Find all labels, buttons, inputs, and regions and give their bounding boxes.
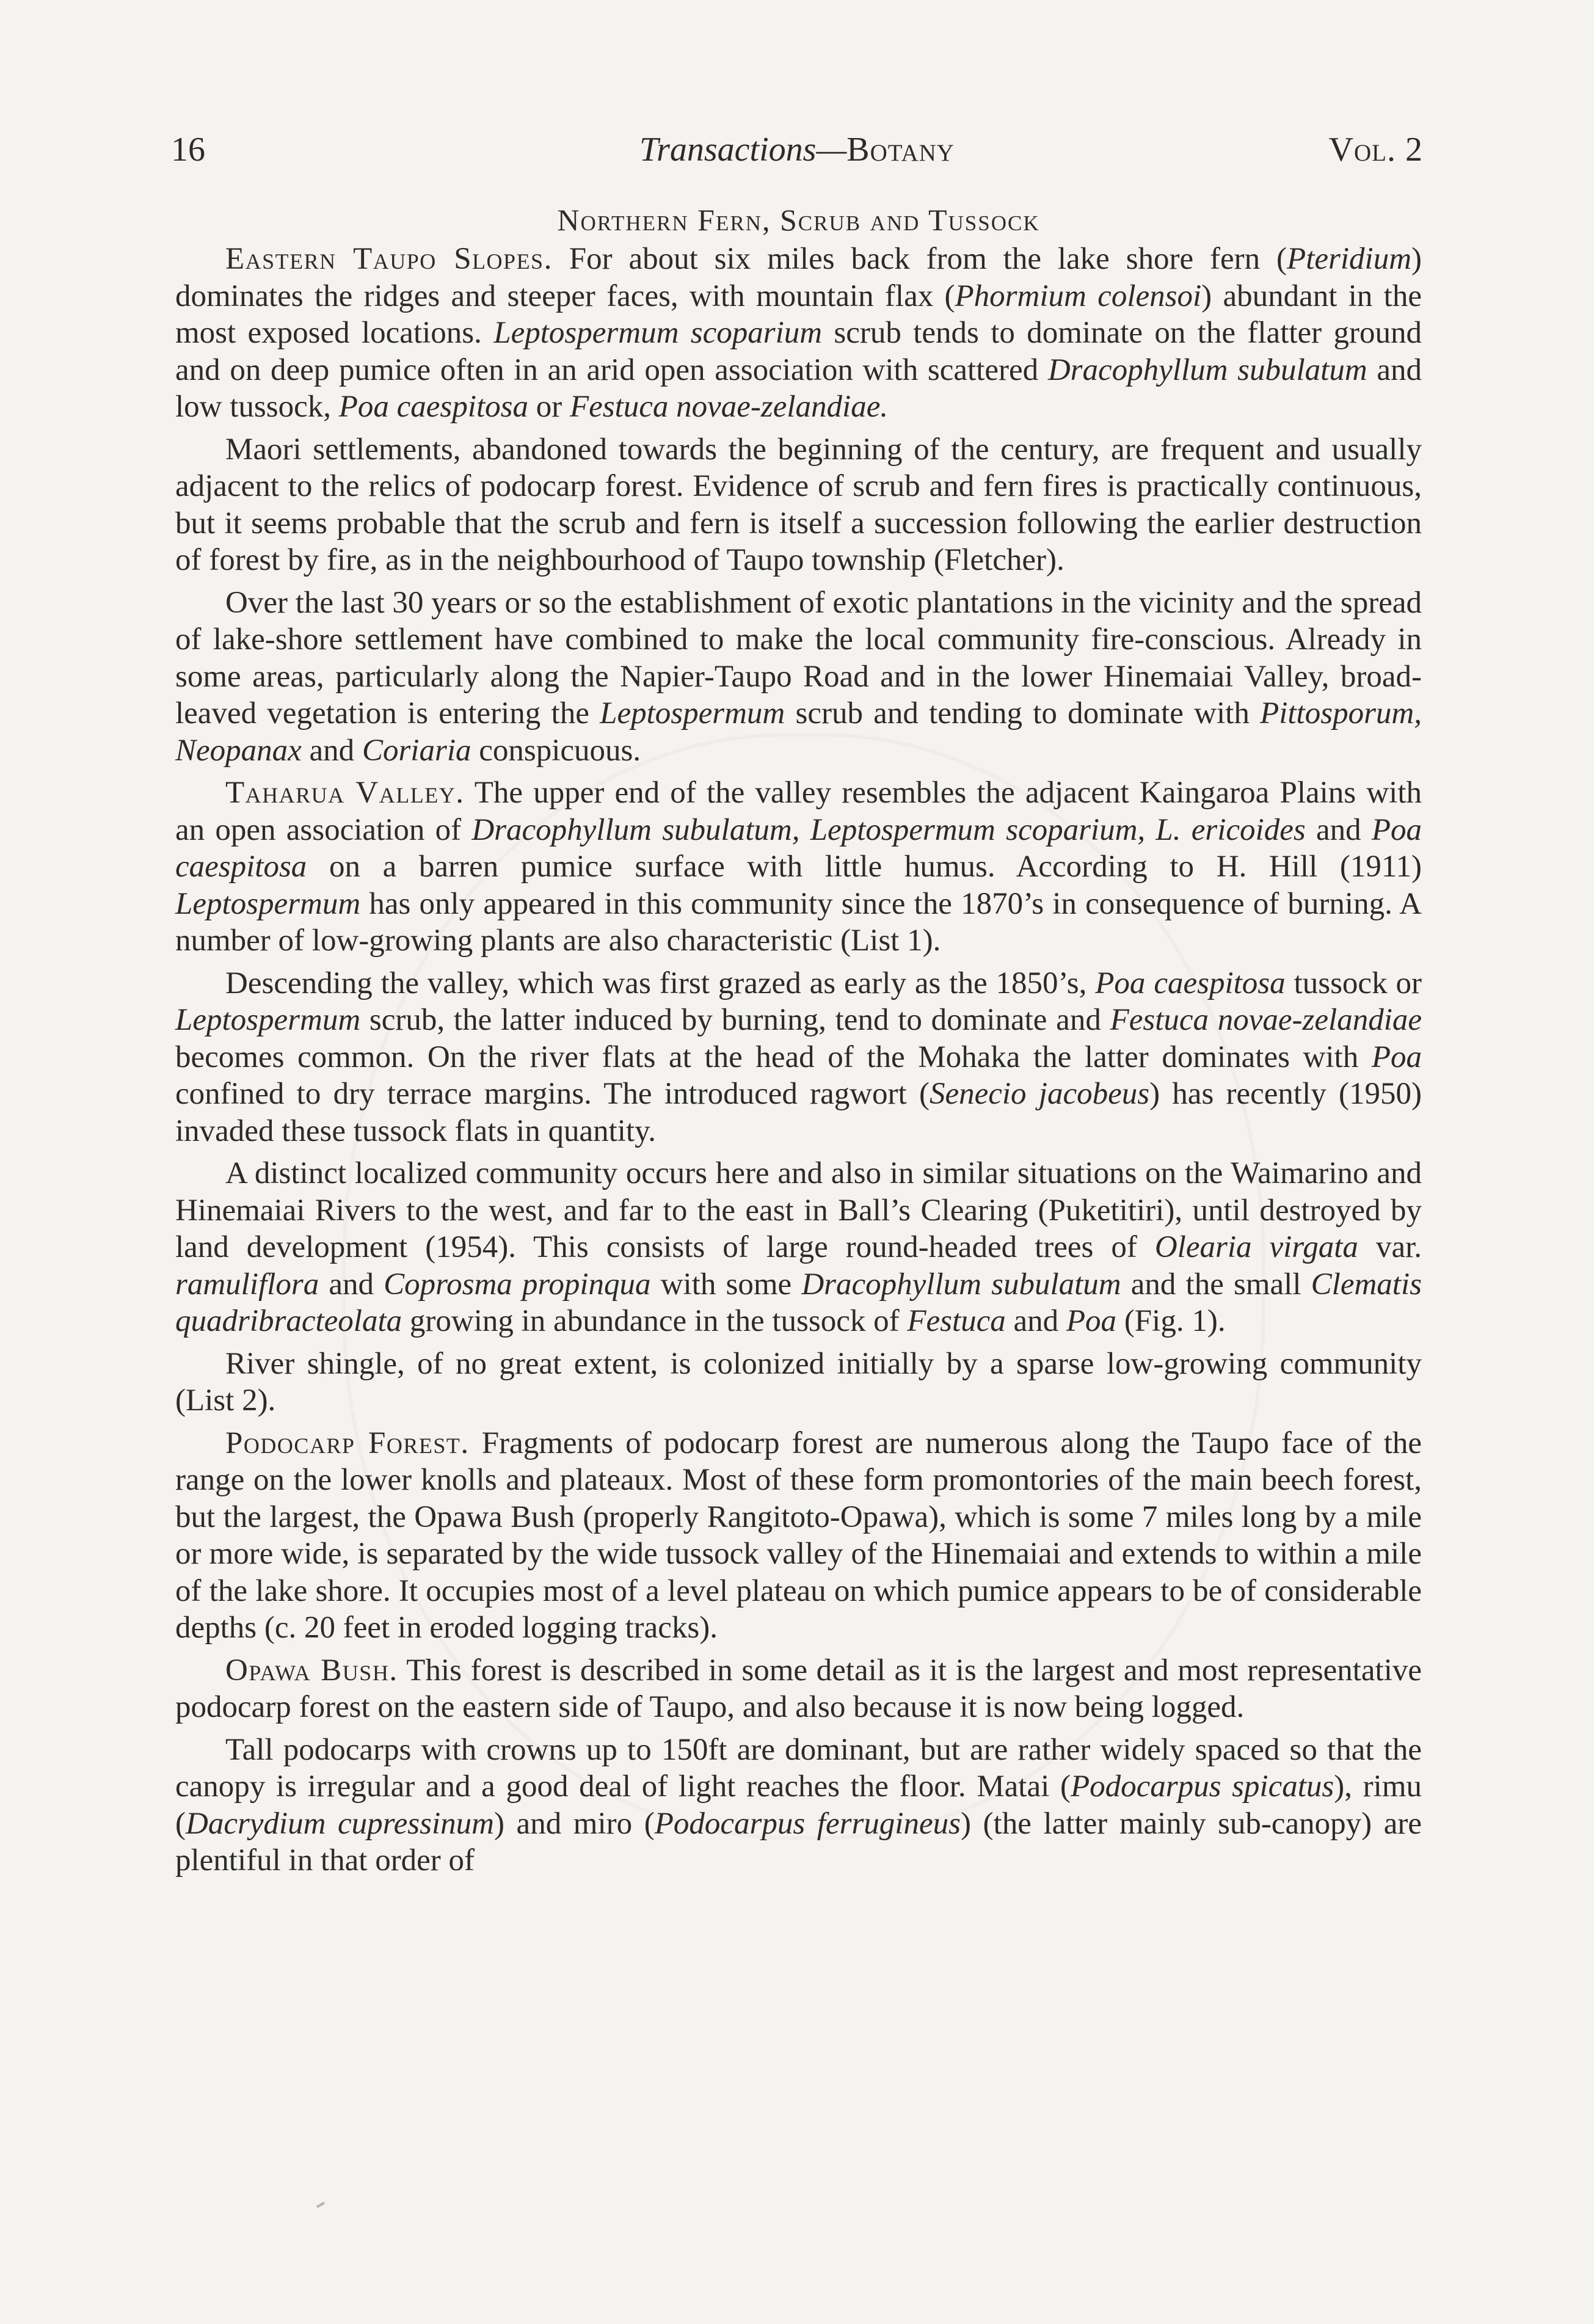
running-title-subject: Botany xyxy=(846,131,955,169)
paragraph xyxy=(175,241,1422,426)
species-name: Podocarpus spicatus xyxy=(1070,1769,1334,1804)
section-title: Northern Fern, Scrub and Tussock xyxy=(557,203,1040,237)
text-run: For about six miles back from the lake shore fern ( xyxy=(552,242,1287,276)
text-run: with some xyxy=(650,1267,802,1302)
species-name: Leptospermum scoparium xyxy=(493,316,823,350)
subsection-heading: Opawa Bush. xyxy=(225,1653,398,1688)
species-name: Dracophyllum subulatum, Leptospermum scoparium, L. ericoides xyxy=(471,812,1306,847)
species-name: Poa xyxy=(1066,1304,1117,1338)
paragraph xyxy=(175,1155,1422,1340)
species-name: Pteridium xyxy=(1287,242,1412,276)
text-run: ) and miro ( xyxy=(493,1806,655,1841)
text-run: scrub and tending to dominate with xyxy=(785,696,1261,730)
text-run: ) has recently (1950) invaded these tussock flats in quantity. xyxy=(175,1077,1422,1148)
paragraph xyxy=(175,585,1422,770)
species-name: Podocarpus ferrugineus xyxy=(654,1806,961,1841)
species-name: Dracophyllum subulatum xyxy=(1047,352,1367,387)
text-run: ) (the latter mainly sub-canopy) are plentiful in that order of xyxy=(175,1806,1422,1878)
species-name: Clematis quadribracteolata xyxy=(175,1267,1422,1338)
text-run: ) dominates the ridges and steeper faces, with mountain flax ( xyxy=(175,242,1422,313)
species-name: Pittosporum, Neopanax xyxy=(175,696,1422,768)
species-name: Coprosma propinqua xyxy=(384,1267,651,1302)
text-run: Tall podocarps with crowns up to 150ft are dominant, but are rather widely spaced so that the canopy is irregular and a good deal of light reaches the floor. Matai ( xyxy=(175,1732,1422,1804)
text-run: or xyxy=(528,390,570,424)
text-run: Maori settlements, abandoned towards the beginning of the century, are frequent and usually adjacent to the relics of podocarp forest. Evidence of scrub and fern fires is practically continuous, but it seems probable that the scrub and fern is itself a succession following the earlier destruction of forest by fire, as in the neighbourhood of Taupo township (Fletcher). xyxy=(175,432,1422,577)
subsection-heading: Podocarp Forest. xyxy=(225,1426,470,1460)
species-name: Dracophyllum subulatum xyxy=(801,1267,1121,1302)
species-name: Olearia virgata xyxy=(1154,1230,1358,1264)
text-run: growing in abundance in the tussock of xyxy=(402,1304,908,1338)
running-title xyxy=(171,125,1423,174)
text-run: and xyxy=(319,1267,384,1302)
text-run: A distinct localized community occurs here and also in similar situations on the Waimarino and Hinemaiai Rivers to the west, and far to the east in Ball’s Clearing (Puketitiri), until destroyed by land development (1954). This consists of large round-headed trees of xyxy=(175,1156,1422,1264)
text-run: This forest is described in some detail as it is the largest and most representative podocarp forest on the eastern side of Taupo, and also because it is now being logged. xyxy=(175,1653,1422,1724)
running-title-prefix: Transactions— xyxy=(639,131,847,169)
subsection-heading: Eastern Taupo Slopes. xyxy=(225,242,553,276)
species-name: Leptospermum xyxy=(175,886,361,921)
text-run: tussock or xyxy=(1285,966,1422,1000)
paragraph xyxy=(175,965,1422,1150)
subsection-heading: Taharua Valley. xyxy=(225,776,465,810)
species-name: Poa caespitosa xyxy=(1095,966,1286,1000)
species-name: Coriaria xyxy=(362,733,471,768)
text-run: scrub tends to dominate on the flatter ground and on deep pumice often in an arid open association with scattered xyxy=(175,316,1422,387)
paper-speck xyxy=(316,2202,325,2208)
text-run: and low tussock, xyxy=(175,352,1422,424)
species-name: Festuca xyxy=(907,1304,1006,1338)
body-text xyxy=(175,202,1422,1885)
text-run: and xyxy=(301,733,362,768)
page-number: 16 xyxy=(171,131,205,169)
text-run: becomes common. On the river flats at the head of the Mohaka the latter dominates with xyxy=(175,1040,1372,1074)
text-run: ) abundant in the most exposed locations. xyxy=(175,279,1422,350)
species-name: Festuca novae-zelandiae xyxy=(1110,1003,1422,1037)
species-name: ramuliflora xyxy=(175,1267,319,1302)
species-name: Poa caespitosa xyxy=(175,812,1422,884)
text-run: River shingle, of no great extent, is colonized initially by a sparse low-growing community (List 2). xyxy=(175,1346,1422,1418)
species-name: Dacrydium cupressinum xyxy=(185,1806,494,1841)
paragraph xyxy=(175,1346,1422,1419)
text-run: Descending the valley, which was first grazed as early as the 1850’s, xyxy=(225,966,1096,1000)
species-name: Phormium colensoi xyxy=(955,279,1202,313)
text-run: has only appeared in this community since the 1870’s in consequence of burning. A number of low-growing plants are also characteristic (List 1). xyxy=(175,886,1422,958)
species-name: Leptospermum xyxy=(600,696,785,730)
species-name: Festuca novae-zelandiae. xyxy=(569,390,889,424)
text-run: (Fig. 1). xyxy=(1116,1304,1226,1338)
text-run: Fragments of podocarp forest are numerous along the Taupo face of the range on the lower knolls and plateaux. Most of these form promontories of the main beech forest, but the largest, the Opawa Bush (properly Rangitoto-Opawa), which is some 7 miles long by a mile or more wide, is separated by the wide tussock valley of the Hinemaiai and extends to within a mile of the lake shore. It occupies most of a level plateau on which pumice appears to be of considerable depths (c. 20 feet in eroded logging tracks). xyxy=(175,1426,1422,1645)
species-name: Poa caespitosa xyxy=(338,390,528,424)
text-run: scrub, the latter induced by burning, tend to dominate and xyxy=(360,1003,1110,1037)
species-name: Senecio jacobeus xyxy=(929,1077,1150,1111)
text-run: var. xyxy=(1358,1230,1422,1264)
paragraph xyxy=(175,774,1422,960)
paragraph xyxy=(175,1652,1422,1726)
text-run: ), rimu ( xyxy=(175,1769,1422,1841)
text-run: conspicuous. xyxy=(471,733,641,768)
volume-label: Vol. 2 xyxy=(1328,131,1423,169)
text-run: Over the last 30 years or so the establishment of exotic plantations in the vicinity and the spread of lake-shore settlement have combined to make the local community fire-conscious. Already in some areas, particularly along the Napier-Taupo Road and in the lower Hinemaiai Valley, broad-leaved vegetation is entering the xyxy=(175,585,1422,730)
paragraph xyxy=(175,1425,1422,1647)
species-name: Leptospermum xyxy=(175,1003,361,1037)
text-run: The upper end of the valley resembles the adjacent Kaingaroa Plains with an open association of xyxy=(175,776,1422,847)
text-run: confined to dry terrace margins. The introduced ragwort ( xyxy=(175,1077,930,1111)
paragraph xyxy=(175,1732,1422,1879)
text-run: and the small xyxy=(1121,1267,1311,1302)
paragraph xyxy=(175,431,1422,579)
text-run: on a barren pumice surface with little humus. According to H. Hill (1911) xyxy=(307,850,1422,884)
text-run: and xyxy=(1305,812,1372,847)
text-run: and xyxy=(1005,1304,1066,1338)
running-head xyxy=(171,125,1423,174)
species-name: Poa xyxy=(1371,1040,1422,1074)
